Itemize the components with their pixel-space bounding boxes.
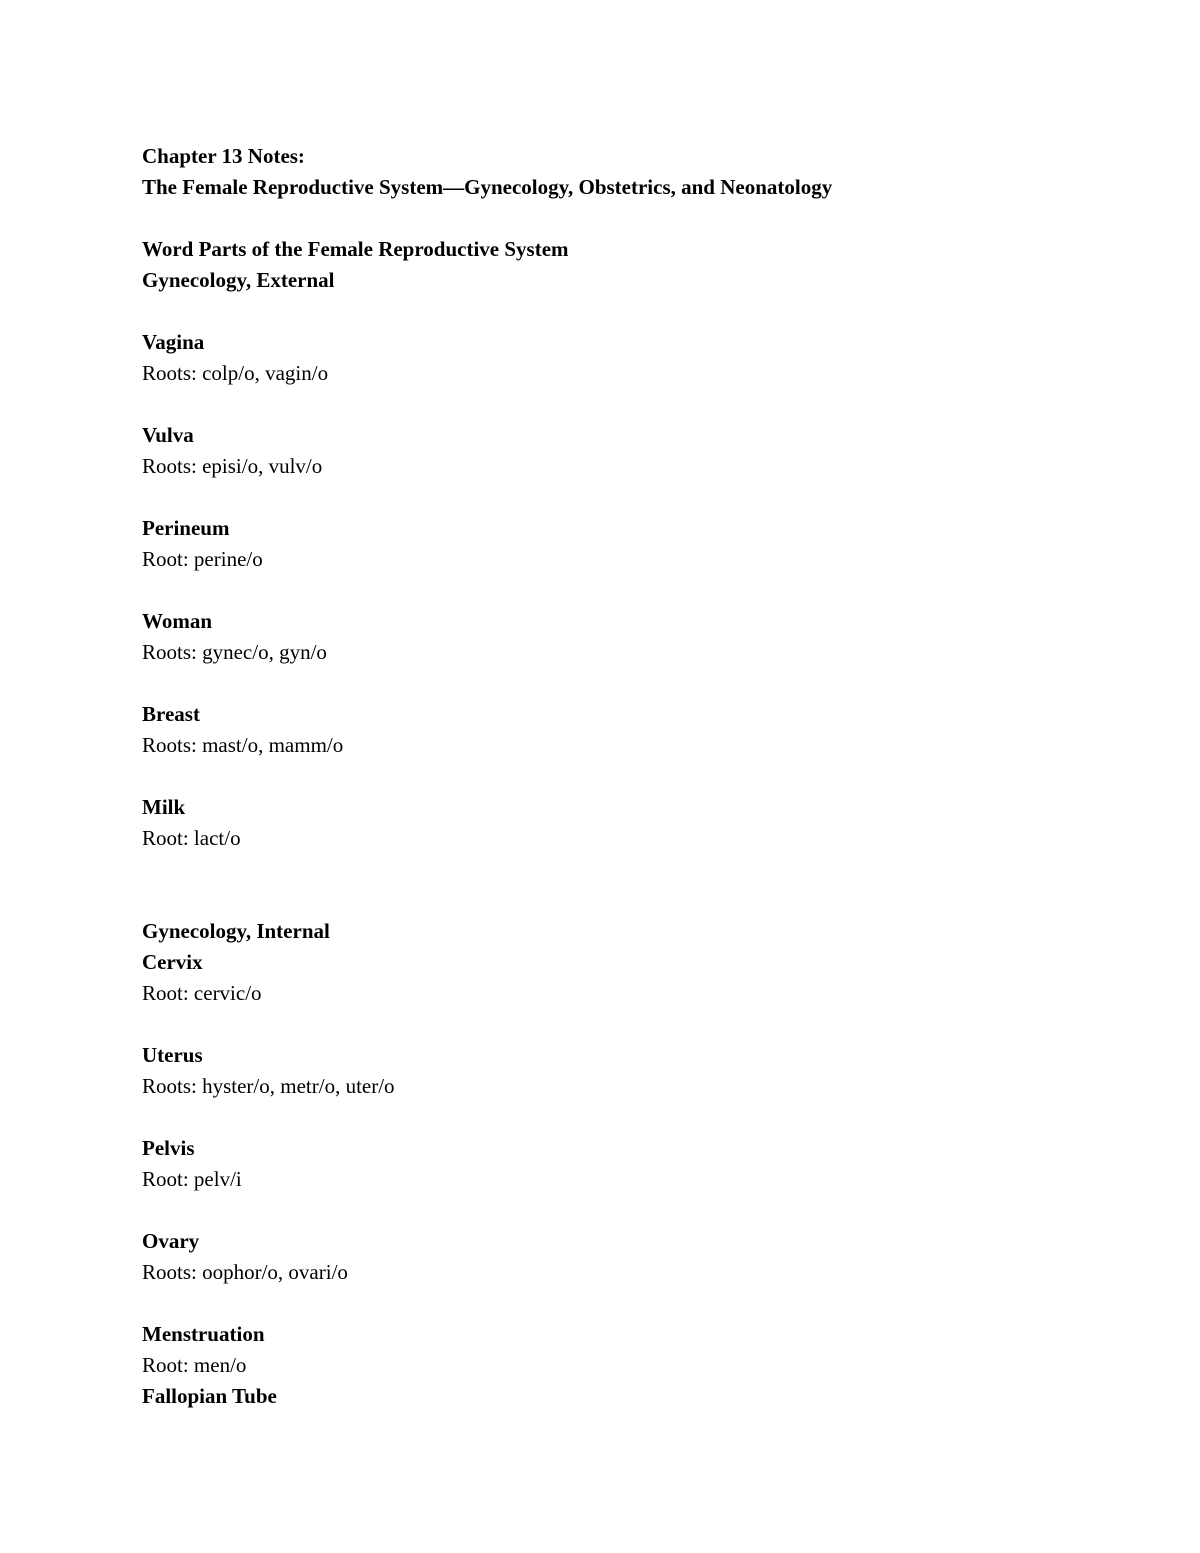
term-roots: Roots: mast/o, mamm/o bbox=[142, 733, 344, 757]
term-roots: Roots: gynec/o, gyn/o bbox=[142, 640, 327, 664]
term-roots: Root: lact/o bbox=[142, 826, 241, 850]
term-roots: Roots: colp/o, vagin/o bbox=[142, 361, 329, 385]
term-heading: Vagina bbox=[142, 330, 205, 354]
term-heading: Pelvis bbox=[142, 1136, 195, 1160]
term-heading: Perineum bbox=[142, 516, 230, 540]
term-heading: Vulva bbox=[142, 423, 194, 447]
external-heading: Gynecology, External bbox=[142, 268, 335, 292]
term-heading: Fallopian Tube bbox=[142, 1384, 277, 1408]
document-body bbox=[142, 141, 1102, 1412]
term-roots: Root: cervic/o bbox=[142, 981, 262, 1005]
term-heading: Woman bbox=[142, 609, 213, 633]
term-roots: Roots: oophor/o, ovari/o bbox=[142, 1260, 348, 1284]
term-roots: Roots: hyster/o, metr/o, uter/o bbox=[142, 1074, 395, 1098]
term-heading: Menstruation bbox=[142, 1322, 265, 1346]
term-heading: Cervix bbox=[142, 950, 203, 974]
term-heading: Uterus bbox=[142, 1043, 203, 1067]
document-subtitle: The Female Reproductive System—Gynecology, Obstetrics, and Neonatology bbox=[142, 175, 833, 199]
term-roots: Root: pelv/i bbox=[142, 1167, 242, 1191]
term-heading: Milk bbox=[142, 795, 186, 819]
term-roots: Root: perine/o bbox=[142, 547, 263, 571]
term-heading: Ovary bbox=[142, 1229, 200, 1253]
term-heading: Breast bbox=[142, 702, 200, 726]
section-heading: Word Parts of the Female Reproductive System bbox=[142, 237, 569, 261]
internal-heading: Gynecology, Internal bbox=[142, 919, 330, 943]
term-roots: Roots: episi/o, vulv/o bbox=[142, 454, 323, 478]
term-roots: Root: men/o bbox=[142, 1353, 247, 1377]
chapter-title: Chapter 13 Notes: bbox=[142, 144, 305, 168]
